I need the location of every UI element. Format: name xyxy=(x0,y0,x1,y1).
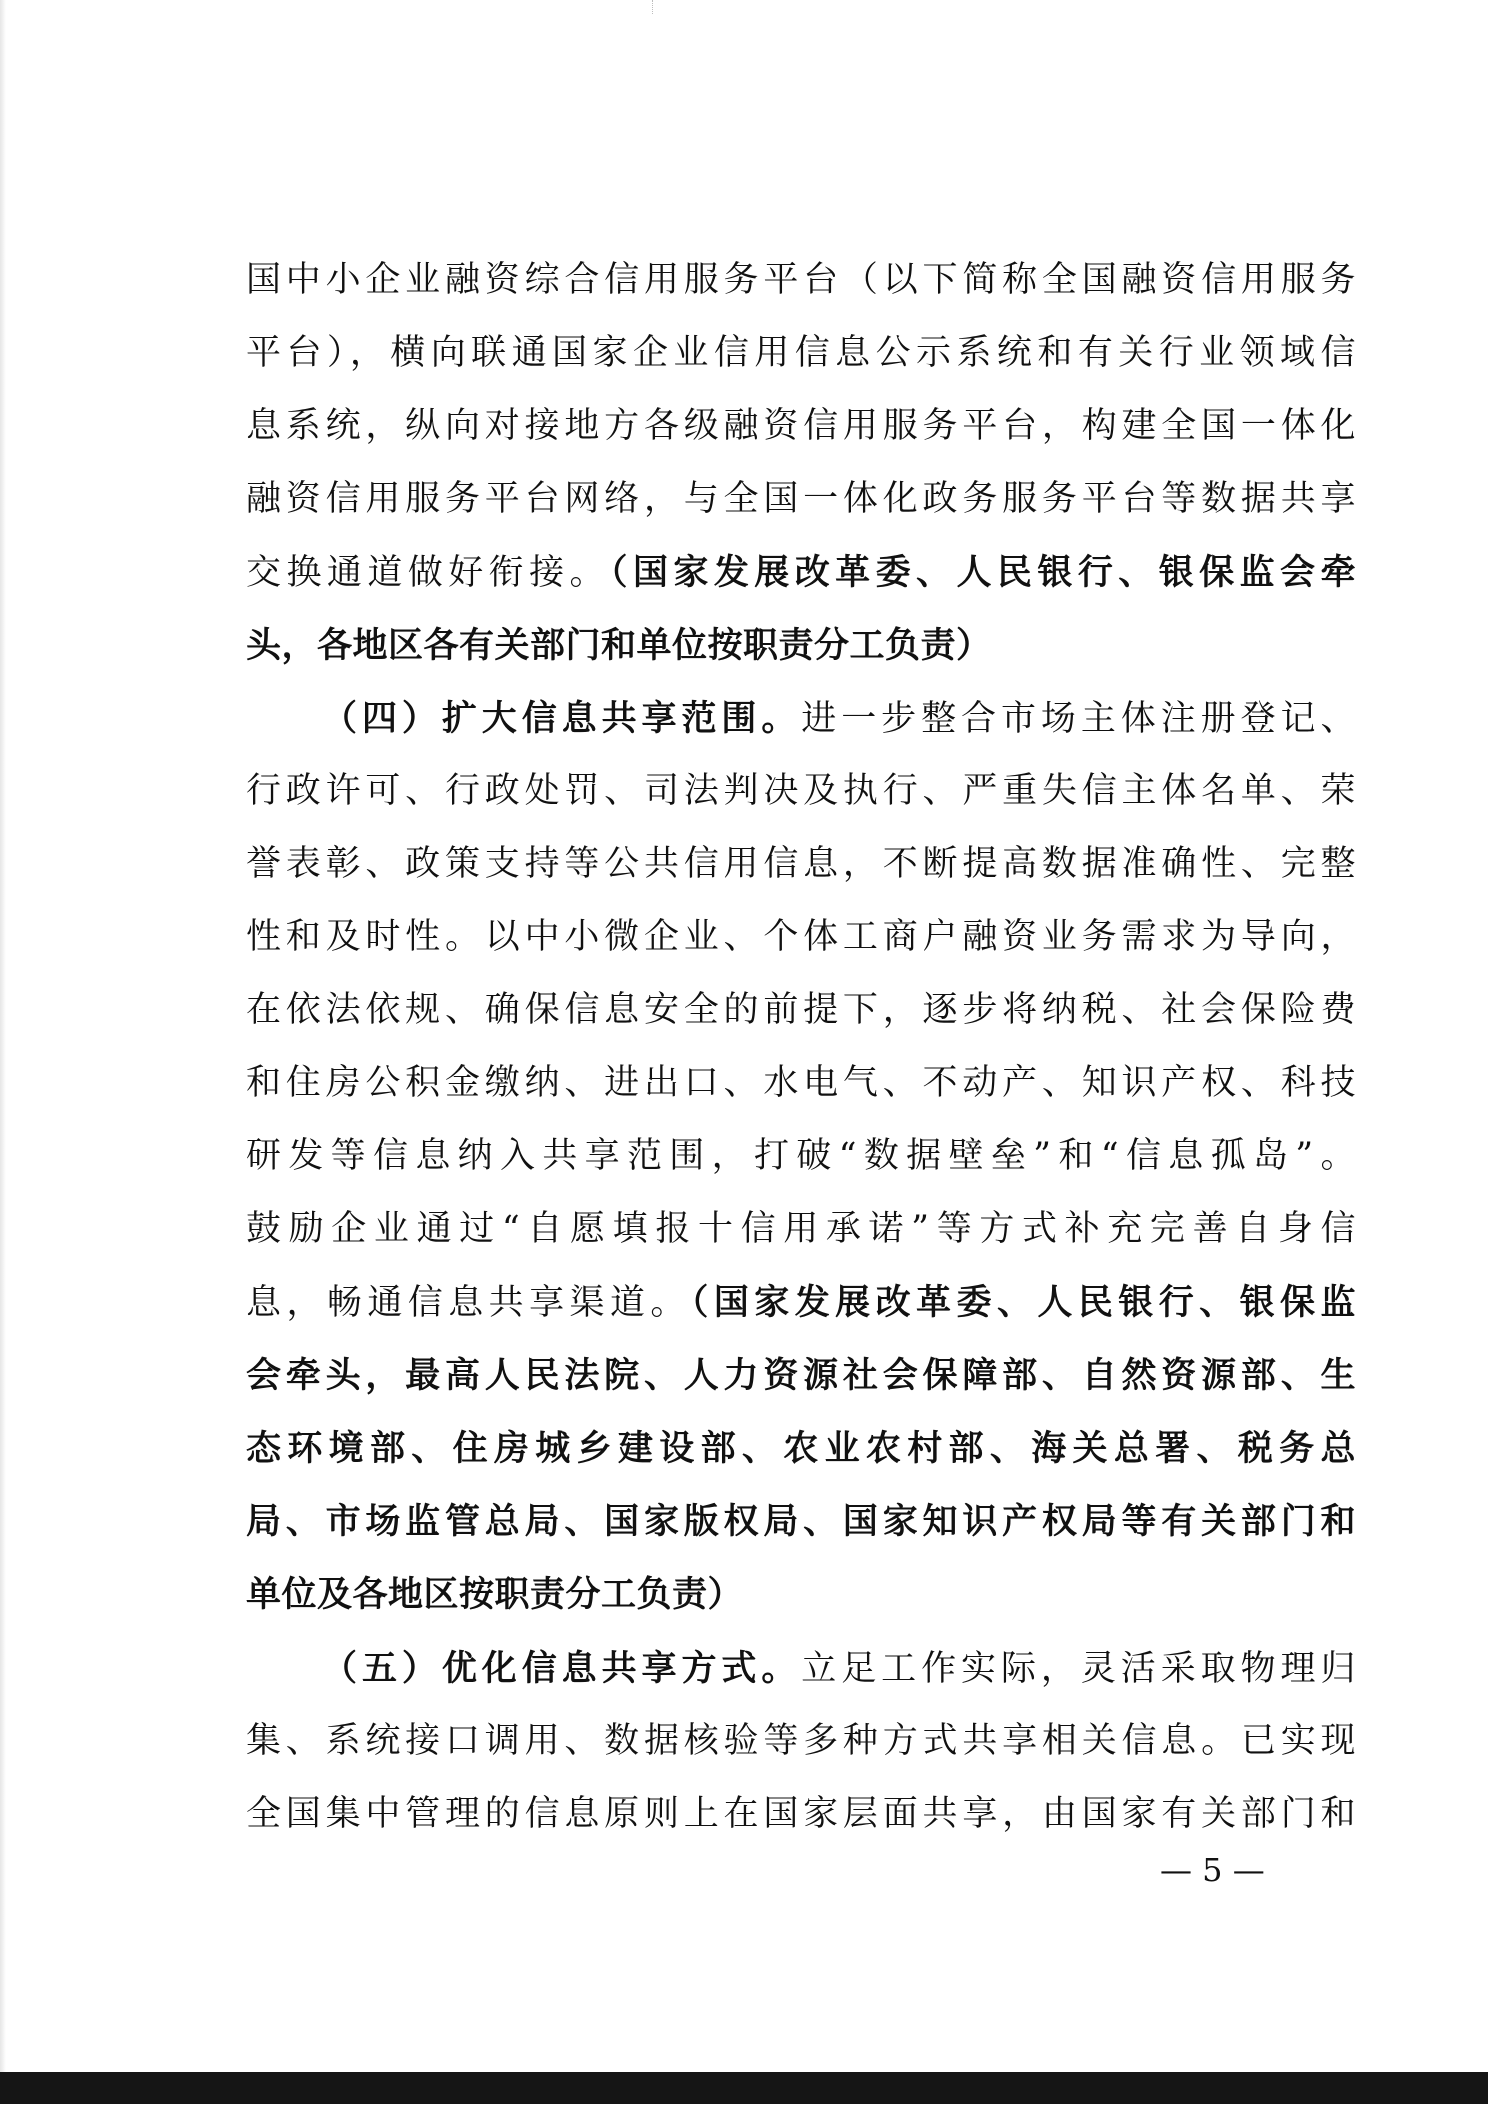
text-line: 集、系统接口调用、数据核验等多种方式共享相关信息。已实现 xyxy=(246,1721,1356,1761)
paragraph-optimize-sharing-method xyxy=(246,1632,1356,1851)
responsibility-note-end: 头，各地区各有关部门和单位按职责分工负责） xyxy=(246,625,992,666)
text-line: 息系统，纵向对接地方各级融资信用服务平台，构建全国一体化 xyxy=(246,406,1356,446)
responsibility-note-start: （国家发展改革委、人民银行、银保监会牵 xyxy=(610,552,1356,593)
scan-top-mark xyxy=(652,0,654,14)
text-line: 和住房公积金缴纳、进出口、水电气、不动产、知识产权、科技 xyxy=(246,1063,1356,1103)
text-line: 在依法依规、确保信息安全的前提下，逐步将纳税、社会保险费 xyxy=(246,990,1356,1030)
text-segment: 交换通道做好衔接。 xyxy=(246,553,610,593)
responsibility-note-line: 局、市场监管总局、国家版权局、国家知识产权局等有关部门和 xyxy=(246,1501,1356,1542)
text-segment: 立足工作实际，灵活采取物理归 xyxy=(801,1649,1356,1689)
text-line-heading xyxy=(246,682,1356,755)
paragraph-platform-network xyxy=(246,244,1356,682)
text-segment: 息，畅通信息共享渠道。 xyxy=(246,1283,691,1323)
page-number: — 5 — xyxy=(1160,1851,1265,1889)
responsibility-note-line: 态环境部、住房城乡建设部、农业农村部、海关总署、税务总 xyxy=(246,1428,1356,1469)
responsibility-note-line: 会牵头，最高人民法院、人力资源社会保障部、自然资源部、生 xyxy=(246,1355,1356,1396)
text-line: 行政许可、行政处罚、司法判决及执行、严重失信主体名单、荣 xyxy=(246,771,1356,811)
responsibility-note-end: 单位及各地区按职责分工负责） xyxy=(246,1574,744,1615)
scan-edge-shadow xyxy=(0,0,6,2104)
text-line: 鼓励企业通过“自愿填报十信用承诺”等方式补充完善自身信 xyxy=(246,1209,1356,1249)
text-line: 性和及时性。以中小微企业、个体工商户融资业务需求为导向， xyxy=(246,917,1356,957)
text-line-mixed xyxy=(246,536,1356,609)
text-line-heading xyxy=(246,1632,1356,1705)
text-line: 平台），横向联通国家企业信用信息公示系统和有关行业领域信 xyxy=(246,333,1356,373)
scan-bottom-band xyxy=(0,2072,1488,2104)
section-heading-4: （四）扩大信息共享范围。 xyxy=(322,698,802,739)
text-line: 融资信用服务平台网络，与全国一体化政务服务平台等数据共享 xyxy=(246,479,1356,519)
text-line: 誉表彰、政策支持等公共信用信息，不断提高数据准确性、完整 xyxy=(246,844,1356,884)
text-segment: 进一步整合市场主体注册登记、 xyxy=(801,699,1356,739)
section-heading-5: （五）优化信息共享方式。 xyxy=(322,1648,802,1689)
text-line: 国中小企业融资综合信用服务平台（以下简称全国融资信用服务 xyxy=(246,260,1356,300)
paragraph-expand-sharing-scope xyxy=(246,682,1356,1631)
text-line: 研发等信息纳入共享范围，打破“数据壁垒”和“信息孤岛”。 xyxy=(246,1136,1356,1176)
text-line: 全国集中管理的信息原则上在国家层面共享，由国家有关部门和 xyxy=(246,1794,1356,1834)
responsibility-note-start: （国家发展改革委、人民银行、银保监 xyxy=(690,1282,1356,1323)
text-line-mixed xyxy=(246,1266,1356,1339)
